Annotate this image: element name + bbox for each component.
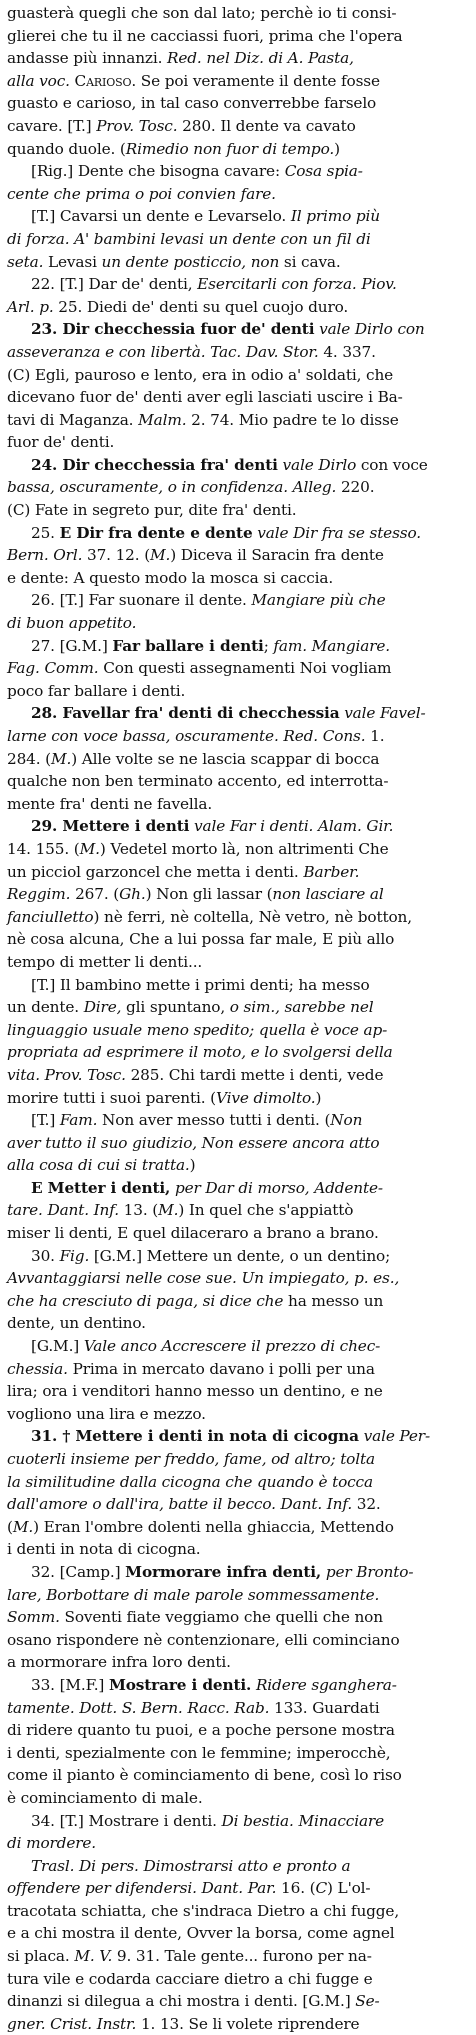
text-segment: 25. Diedi de' denti su quel cuojo duro. <box>53 297 349 316</box>
text-segment: qualche non ben terminato accento, ed interrotta- <box>7 772 389 791</box>
text-line <box>7 1561 471 1584</box>
text-segment: ) Alle volte se ne lascia scappar di bocca <box>71 749 380 768</box>
text-segment: la similitudine dalla cicogna che quando è tocca <box>7 1472 373 1491</box>
text-segment: Esercitarli con forza. Piov. <box>197 275 397 294</box>
text-segment: o sim., sarebbe nel <box>229 998 374 1017</box>
text-line <box>7 725 471 748</box>
text-segment: Mangiare più che <box>251 591 386 610</box>
text-segment: un dente. <box>7 998 84 1017</box>
text-segment: Di bestia. Minacciare <box>221 1811 384 1830</box>
text-line <box>7 1810 471 1833</box>
text-line <box>7 1154 471 1177</box>
text-segment: vale Far i denti. Alam. Gir. <box>194 817 394 836</box>
text-segment: Levasi <box>43 252 102 271</box>
text-segment: Arl. p. <box>7 297 54 316</box>
text-segment: tracotata schiatta, che s'indraca Dietro a chi fugge, <box>7 1901 400 1920</box>
text-segment: ) Diceva il Saracin fra dente <box>170 546 384 565</box>
text-segment: e a chi mostra il dente, Ovver la borsa, come agnel <box>7 1924 395 1943</box>
text-line <box>7 1177 471 1200</box>
text-segment: dinanzi si dilegua a chi mostra i denti. [G.M.] <box>7 1992 356 2011</box>
text-segment: alla cosa di cui si tratta. <box>7 1156 190 1175</box>
text-line <box>7 1087 471 1110</box>
text-line <box>7 1403 471 1426</box>
text-segment: . Se poi veramente il dente fosse <box>131 71 380 90</box>
text-segment: 14. 155. ( <box>7 839 80 858</box>
text-line <box>7 1199 471 1222</box>
text-segment: fuor de' denti. <box>7 433 115 452</box>
text-segment: E Dir fra dente e dente <box>59 523 253 542</box>
text-line <box>7 1832 471 1855</box>
text-line <box>7 1968 471 1991</box>
text-line <box>7 1516 471 1539</box>
text-segment: vale Dir fra se stesso. <box>257 523 421 542</box>
text-line <box>7 1697 471 1720</box>
text-segment: 24. Dir checchessia fra' denti <box>31 455 278 474</box>
text-segment: morire tutti i suoi parenti. ( <box>7 1088 216 1107</box>
text-segment: 16. ( <box>276 1879 316 1898</box>
text-segment: vita. Prov. Tosc. <box>7 1065 126 1084</box>
text-segment: M. V. <box>74 1947 113 1966</box>
text-segment: vogliono una lira e mezzo. <box>7 1404 206 1423</box>
text-segment: tamente. Dott. S. Bern. Racc. Rab. <box>7 1698 270 1717</box>
text-line <box>7 386 471 409</box>
text-segment: M. <box>79 839 100 858</box>
text-line <box>7 431 471 454</box>
text-segment: e dente: A questo modo la mosca si caccia. <box>7 568 334 587</box>
text-segment: cavare. [T.] <box>7 116 97 135</box>
text-segment: 9. 31. Tale gente... furono per na- <box>112 1947 372 1966</box>
text-segment: propriata ad esprimere il moto, e lo svolgersi della <box>7 1043 393 1062</box>
text-segment: come il pianto è cominciamento di bene, così lo riso <box>7 1766 402 1785</box>
text-line <box>7 657 471 680</box>
text-segment: un picciol garzoncel che metta i denti. <box>7 862 304 881</box>
text-segment: ha messo un <box>283 1291 384 1310</box>
text-segment: Se- <box>355 1992 380 2011</box>
text-segment: asseveranza e con libertà. Tac. Dav. Stor. <box>7 342 319 361</box>
text-segment: 133. Guardati <box>269 1698 380 1717</box>
text-segment: Mostrare i denti. <box>108 1675 252 1694</box>
text-segment: con voce <box>356 455 428 474</box>
text-segment: 280. Il dente va cavato <box>177 116 356 135</box>
text-segment: offendere per difendersi. Dant. Par. <box>7 1879 277 1898</box>
text-line <box>7 522 471 545</box>
text-line <box>7 1493 471 1516</box>
text-segment: [G.M.] Mettere un dente, o un dentino; <box>89 1246 391 1265</box>
text-line <box>7 815 471 838</box>
text-segment: a mormorare infra loro denti. <box>7 1653 231 1672</box>
text-segment: Non <box>330 1111 363 1130</box>
text-segment: Red. nel Diz. di A. Pasta, <box>167 49 354 68</box>
text-line <box>7 1764 471 1787</box>
text-line <box>7 1290 471 1313</box>
text-line <box>7 861 471 884</box>
text-segment: un dente posticcio, non <box>101 252 280 271</box>
text-segment: Prov. Tosc. <box>96 116 178 135</box>
text-segment: dall'amore o dall'ira, batte il becco. Dant. Inf. <box>7 1495 353 1514</box>
text-segment: tare. Dant. Inf. <box>7 1201 119 1220</box>
text-segment: aver tutto il suo giudizio, Non essere ancora atto <box>7 1133 380 1152</box>
text-segment: [T.] <box>31 1111 60 1130</box>
text-line <box>7 1041 471 1064</box>
text-segment: 32. <box>352 1495 381 1514</box>
text-segment: Fag. Comm. <box>7 659 99 678</box>
text-segment: [T.] Cavarsi un dente e Levarselo. <box>31 207 291 226</box>
text-line <box>7 793 471 816</box>
text-segment: vale Dirlo con <box>319 320 425 339</box>
text-line <box>7 25 471 48</box>
text-line <box>7 70 471 93</box>
text-segment: [T.] Il bambino mette i primi denti; ha messo <box>31 975 370 994</box>
text-segment: Vale anco Accrescere il prezzo di chec- <box>83 1337 381 1356</box>
text-segment: 27. [G.M.] <box>31 636 113 655</box>
text-line <box>7 974 471 997</box>
text-segment: di forza. A' bambini levasi un dente con un fil di <box>7 229 371 248</box>
text-segment: ( <box>7 1517 13 1536</box>
text-segment: i denti in nota di cicogna. <box>7 1540 201 1559</box>
text-segment: Non aver messo tutti i denti. ( <box>97 1111 331 1130</box>
text-line <box>7 589 471 612</box>
text-line <box>7 341 471 364</box>
text-segment: Dire, <box>83 998 122 1017</box>
text-segment: guasterà quegli che son dal lato; perchè io ti consi- <box>7 4 397 22</box>
text-segment: Reggim. <box>7 885 71 904</box>
text-segment: 33. [M.F.] <box>31 1675 109 1694</box>
text-segment: 37. 12. ( <box>82 546 151 565</box>
text-segment: 284. ( <box>7 749 51 768</box>
text-line <box>7 205 471 228</box>
text-segment: vale Favel- <box>344 704 426 723</box>
text-line <box>7 1674 471 1697</box>
text-line <box>7 1064 471 1087</box>
text-segment: 28. Favellar fra' denti di checchessia <box>31 704 340 723</box>
text-line <box>7 1538 471 1561</box>
text-segment: ) Non gli lassar ( <box>145 885 273 904</box>
text-segment: ) In quel che s'appiattò <box>178 1201 354 1220</box>
text-segment: guasto e carioso, in tal caso converrebbe farselo <box>7 94 377 113</box>
text-segment: tempo di metter li denti... <box>7 952 203 971</box>
text-line <box>7 138 471 161</box>
text-line <box>7 1312 471 1335</box>
text-segment: ) <box>315 1088 322 1107</box>
text-segment: Carioso <box>74 71 132 90</box>
text-segment: 22. [T.] Dar de' denti, <box>31 275 198 294</box>
text-line <box>7 1132 471 1155</box>
text-segment: nè cosa alcuna, Che a lui possa far male, E più allo <box>7 930 395 949</box>
text-segment: osano rispondere nè contenzionare, elli cominciano <box>7 1630 400 1649</box>
text-segment: miser li denti, E quel dilacerаro a brano a brano. <box>7 1224 379 1243</box>
text-line <box>7 1245 471 1268</box>
text-segment: Gh. <box>119 885 146 904</box>
text-line <box>7 906 471 929</box>
text-segment: i denti, spezialmente con le femmine; imperocchè, <box>7 1743 391 1762</box>
text-segment: si placa. <box>7 1947 75 1966</box>
text-segment: alla voc. <box>7 71 70 90</box>
text-segment: Mormorare infra denti, <box>125 1562 322 1581</box>
text-segment: lare, Borbottare di male parole sommessamente. <box>7 1585 380 1604</box>
text-segment: Con questi assegnamenti Noi vogliam <box>98 659 392 678</box>
text-segment: ) nè ferri, nè coltella, Nè vetro, nè botton, <box>93 907 412 926</box>
text-segment: 267. ( <box>70 885 120 904</box>
text-segment: dente, un dentino. <box>7 1314 146 1333</box>
text-segment: 30. <box>31 1246 60 1265</box>
text-segment: Cosa spia- <box>284 162 363 181</box>
text-line <box>7 47 471 70</box>
text-segment: 31. † Mettere i denti in nota di cicogna <box>31 1427 359 1446</box>
text-line <box>7 1742 471 1765</box>
text-line <box>7 364 471 387</box>
text-line <box>7 680 471 703</box>
text-segment: M. <box>12 1517 34 1536</box>
text-line <box>7 251 471 274</box>
text-line <box>7 409 471 432</box>
text-line <box>7 1425 471 1448</box>
text-line <box>7 1990 471 2013</box>
text-segment: Soventi fiate veggiamo che quelli che non <box>59 1608 383 1627</box>
text-line <box>7 1267 471 1290</box>
text-segment: gner. Crist. Instr. <box>7 2014 137 2033</box>
text-segment: 285. Chi tardi mette i denti, vede <box>125 1065 384 1084</box>
text-line <box>7 1945 471 1968</box>
text-segment: per Dar di morso, Addente- <box>174 1178 383 1197</box>
text-segment: ; <box>263 636 274 655</box>
text-line <box>7 1651 471 1674</box>
text-segment: 220. <box>336 478 375 497</box>
text-line <box>7 273 471 296</box>
text-segment: vale Dirlo <box>282 455 357 474</box>
text-segment: seta. <box>7 252 44 271</box>
text-line <box>7 996 471 1019</box>
text-segment: per Bronto- <box>325 1562 414 1581</box>
text-segment: 23. Dir checchessia fuor de' denti <box>31 320 315 339</box>
text-segment: vale Per- <box>363 1427 430 1446</box>
text-segment: ) L'ol- <box>327 1879 371 1898</box>
text-segment: chessia. <box>7 1359 68 1378</box>
text-line <box>7 635 471 658</box>
text-segment: M. <box>150 546 171 565</box>
text-line <box>7 228 471 251</box>
text-segment: ) Vedetel morto là, non altrimenti Che <box>99 839 389 858</box>
text-segment: si cava. <box>279 252 341 271</box>
text-line <box>7 770 471 793</box>
text-segment: dicevano fuor de' denti aver egli lasciati uscire i Ba- <box>7 388 403 407</box>
text-segment: fanciulletto <box>7 907 94 926</box>
text-segment: Il primo più <box>290 207 380 226</box>
text-line <box>7 883 471 906</box>
text-line <box>7 1109 471 1132</box>
text-segment: di mordere. <box>7 1834 96 1853</box>
text-segment: che ha cresciuto di paga, si dice che <box>7 1291 284 1310</box>
text-segment: Fam. <box>59 1111 98 1130</box>
text-segment: 34. [T.] Mostrare i denti. <box>31 1811 222 1830</box>
text-segment: fam. Mangiare. <box>273 636 390 655</box>
text-line <box>7 612 471 635</box>
text-segment: ) <box>334 139 340 158</box>
text-segment: (C) Egli, pauroso e lento, era in odio a' soldati, che <box>7 365 394 384</box>
text-line <box>7 544 471 567</box>
text-segment: [G.M.] <box>31 1337 84 1356</box>
text-segment: Malm. <box>138 410 187 429</box>
text-segment: 29. Mettere i denti <box>31 817 190 836</box>
text-segment: 26. [T.] Far suonare il dente. <box>31 591 252 610</box>
text-line <box>7 2 471 25</box>
text-segment: Vive dimolto. <box>215 1088 316 1107</box>
text-segment: cente che prima o poi convien fare. <box>7 184 276 203</box>
text-line <box>7 1787 471 1810</box>
text-segment: mente fra' denti ne favella. <box>7 794 213 813</box>
text-segment: [Rig.] Dente che bisogna cavare: <box>31 162 285 181</box>
text-segment: tavi di Maganza. <box>7 410 139 429</box>
text-segment: andasse più innanzi. <box>7 49 167 68</box>
text-segment: 1. <box>365 727 385 745</box>
text-segment: Trasl. Di pers. Dimostrarsi atto e pronto a <box>31 1856 351 1875</box>
text-segment: E Metter i denti, <box>31 1178 171 1197</box>
text-segment: 2. 74. Mio padre te lo disse <box>186 410 399 429</box>
text-line <box>7 1855 471 1878</box>
text-line <box>7 838 471 861</box>
text-line <box>7 1471 471 1494</box>
text-segment: poco far ballare i denti. <box>7 681 186 700</box>
text-line <box>7 1380 471 1403</box>
text-segment: è cominciamento di male. <box>7 1788 203 1807</box>
text-segment: quando duole. ( <box>7 139 126 158</box>
text-segment: larne con voce bassa, oscuramente. Red. Cons. <box>7 727 366 745</box>
text-segment: ) <box>189 1156 196 1175</box>
text-segment: Rimedio non fuor di tempo. <box>125 139 335 158</box>
text-line <box>7 748 471 771</box>
text-line <box>7 1719 471 1742</box>
text-segment: Somm. <box>7 1608 60 1627</box>
text-line <box>7 296 471 319</box>
text-line <box>7 160 471 183</box>
text-line <box>7 567 471 590</box>
text-line <box>7 499 471 522</box>
text-line <box>7 2013 471 2035</box>
text-segment: Fig. <box>59 1246 90 1265</box>
text-segment: M. <box>158 1201 179 1220</box>
text-segment: Avvantaggiarsi nelle cose sue. Un impiegato, p. es., <box>7 1269 400 1288</box>
text-segment: Bern. Orl. <box>7 546 83 565</box>
text-segment: C <box>315 1879 328 1898</box>
text-segment: Far ballare i denti <box>112 636 264 655</box>
text-segment: 32. [Camp.] <box>31 1562 126 1581</box>
text-line <box>7 1606 471 1629</box>
text-line <box>7 951 471 974</box>
text-line <box>7 1922 471 1945</box>
text-line <box>7 1584 471 1607</box>
text-line <box>7 1448 471 1471</box>
text-segment: Prima in mercato davano i polli per una <box>67 1359 375 1378</box>
text-segment: 25. <box>31 523 60 542</box>
text-segment: glierei che tu il ne cacciassi fuori, prima che l'opera <box>7 26 403 45</box>
text-segment: ) Eran l'ombre dolenti nella ghiaccia, Mettendo <box>33 1517 394 1536</box>
text-segment: cuoterli insieme per freddo, fame, od altro; tolta <box>7 1450 375 1468</box>
text-line <box>7 702 471 725</box>
text-line <box>7 1629 471 1652</box>
text-line <box>7 454 471 477</box>
text-segment: M. <box>51 749 72 768</box>
text-line <box>7 1019 471 1042</box>
text-segment: tura vile e codarda cacciare dietro a chi fugge e <box>7 1969 373 1988</box>
text-segment: 4. 337. <box>318 342 376 361</box>
text-segment: bassa, oscuramente, o in confidenza. Alleg. <box>7 478 337 497</box>
text-line <box>7 92 471 115</box>
text-line <box>7 1222 471 1245</box>
text-line <box>7 928 471 951</box>
text-segment: 1. 13. Se li volete riprendere <box>136 2014 360 2033</box>
text-segment: non lasciare al <box>272 885 384 904</box>
text-line <box>7 1900 471 1923</box>
text-segment: (C) Fate in segreto pur, dite fra' denti. <box>7 501 297 520</box>
text-line <box>7 183 471 206</box>
text-segment: gli spuntano, <box>121 998 230 1017</box>
text-segment: Ridere sganghera- <box>255 1675 397 1694</box>
text-line <box>7 1358 471 1381</box>
text-segment: linguaggio usuale meno spedito; quella è voce ap- <box>7 1020 388 1039</box>
text-segment: di ridere quanto tu puoi, e a poche persone mostra <box>7 1721 395 1740</box>
text-line <box>7 1335 471 1358</box>
text-line <box>7 1877 471 1900</box>
text-line <box>7 115 471 138</box>
text-segment: di buon appetito. <box>7 614 137 633</box>
text-line <box>7 476 471 499</box>
text-segment: Barber. <box>303 862 360 881</box>
text-segment: lira; ora i venditori hanno messo un dentino, e ne <box>7 1382 383 1401</box>
text-line <box>7 318 471 341</box>
text-segment: 13. ( <box>118 1201 159 1220</box>
